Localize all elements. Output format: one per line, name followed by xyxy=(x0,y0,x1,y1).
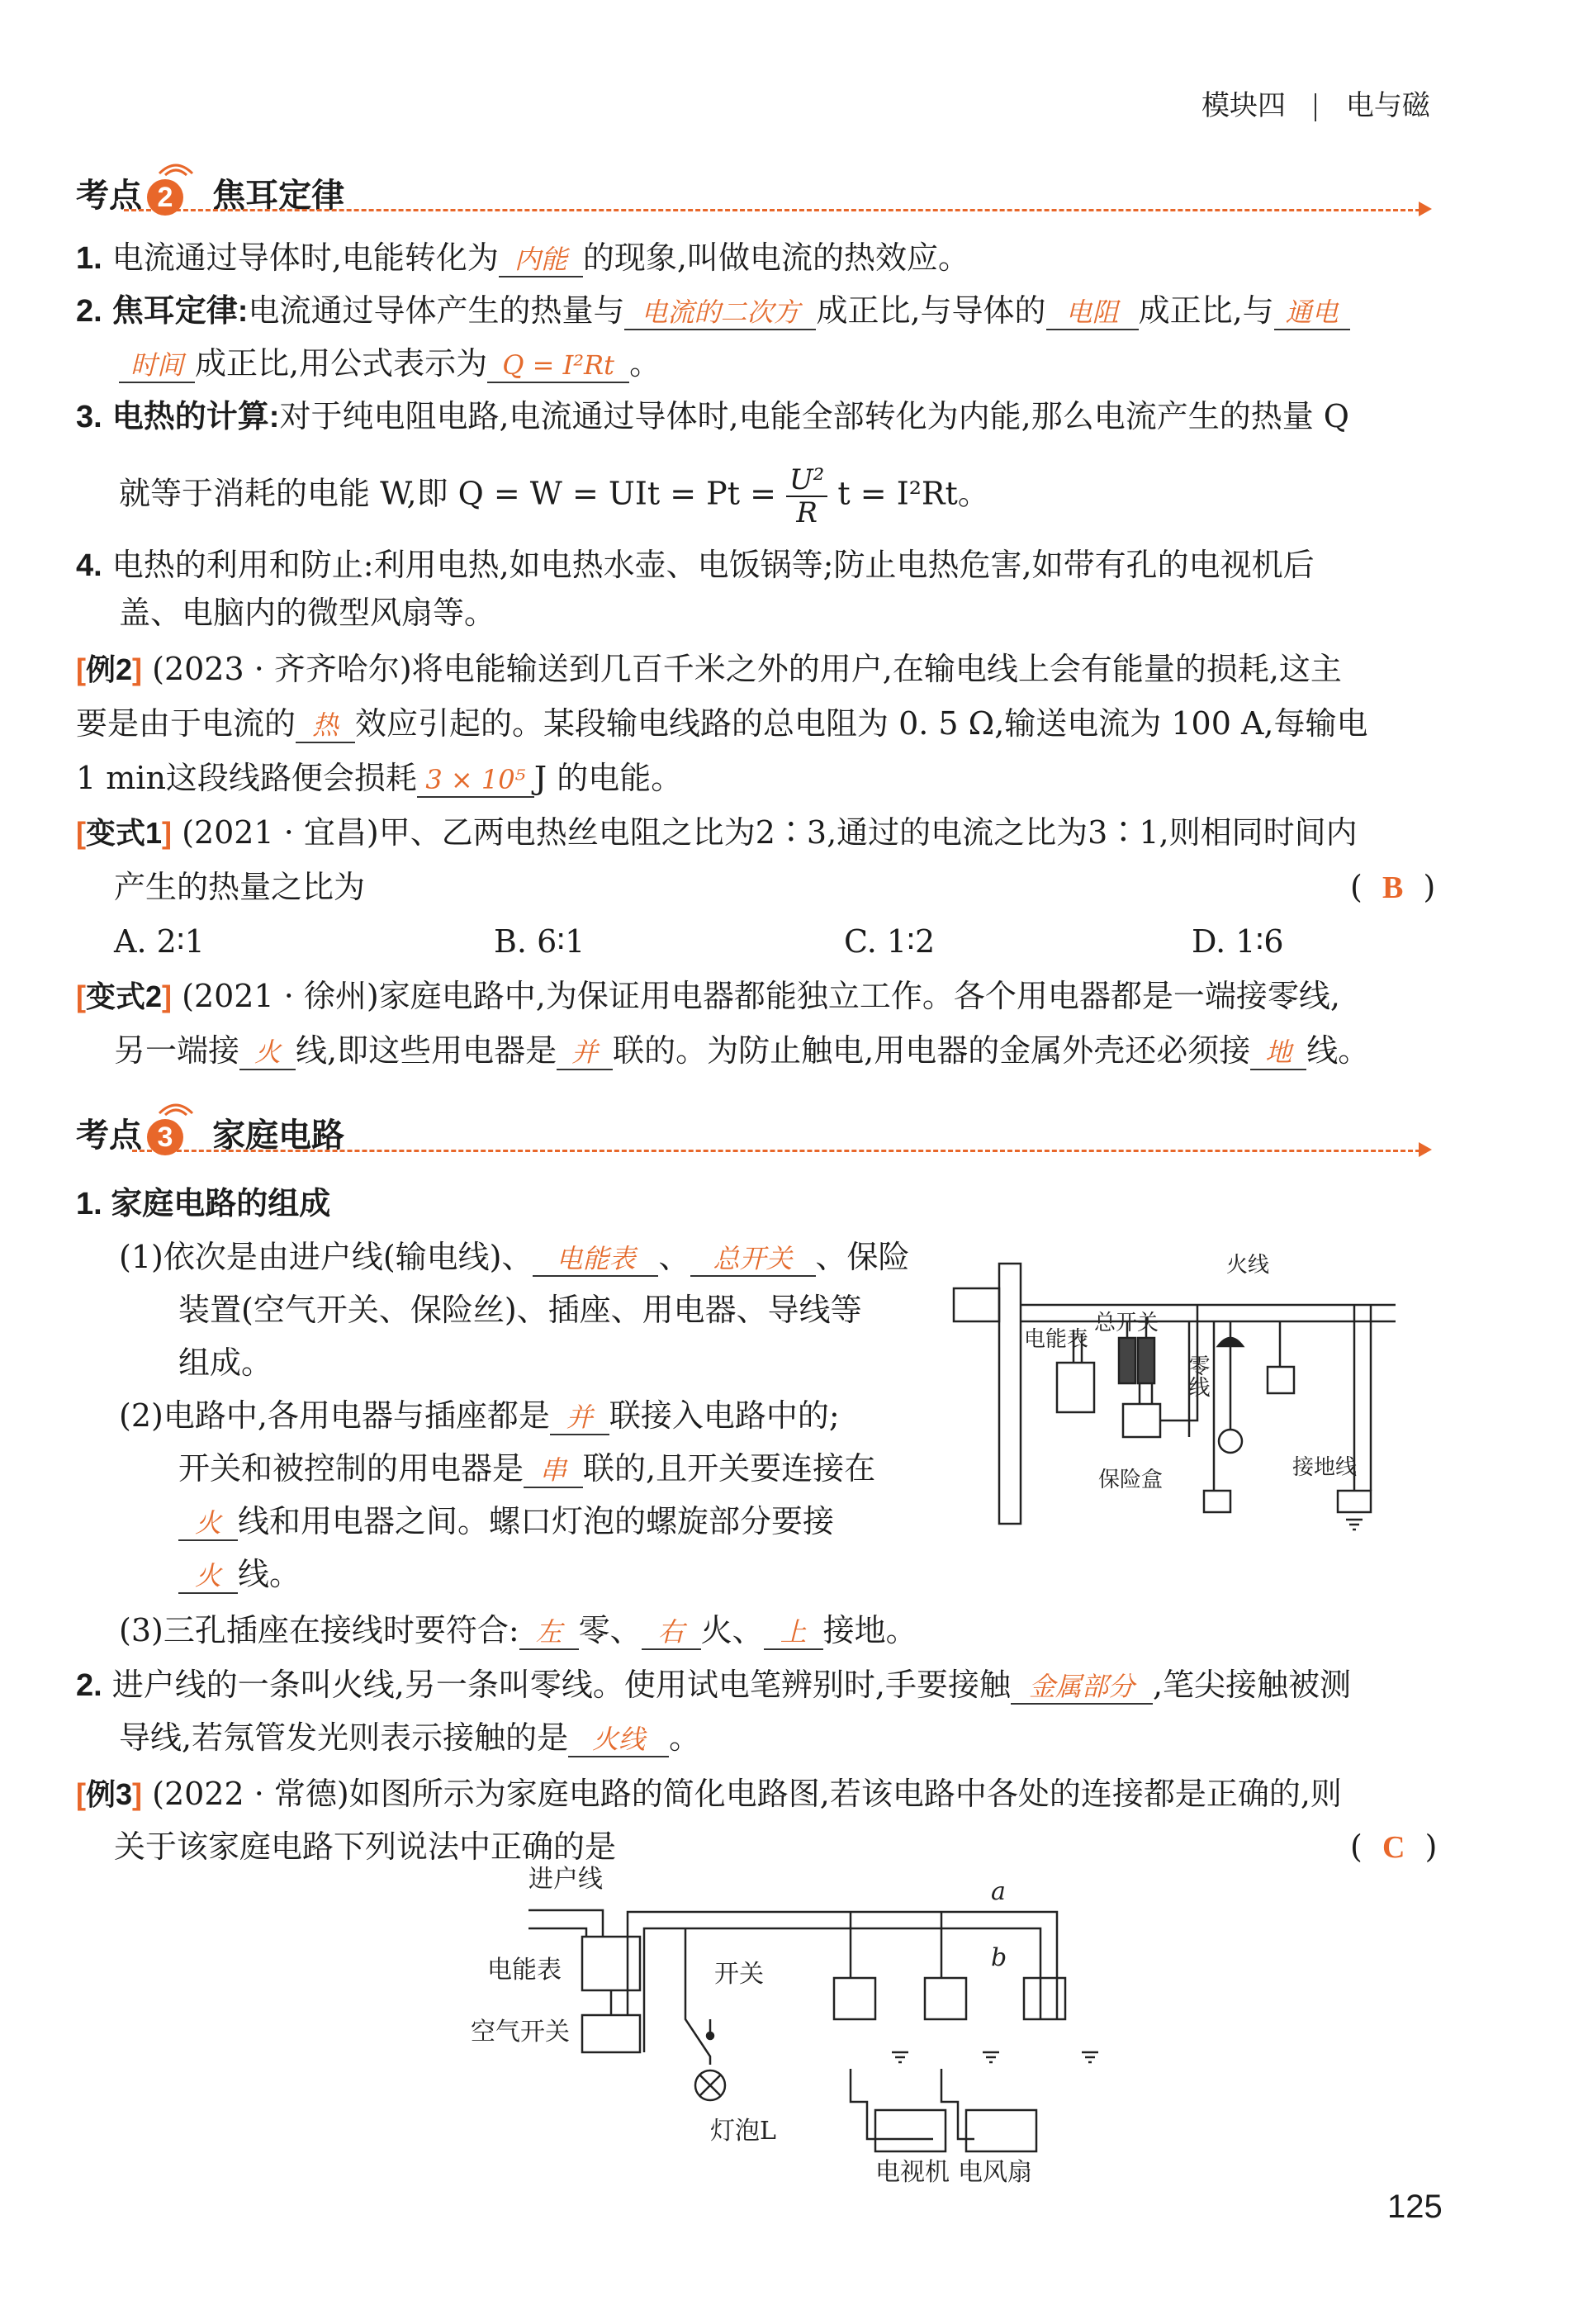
variant1-option-b: B. 6∶1 xyxy=(494,923,585,960)
variant1-option-c: C. 1∶2 xyxy=(844,923,936,960)
answer-blank: 右 xyxy=(642,1615,701,1650)
wall-pole xyxy=(999,1264,1021,1524)
answer-blank: 火 xyxy=(178,1506,238,1541)
ground-icon xyxy=(1346,1520,1363,1530)
section-title: 焦耳定律 xyxy=(212,178,345,214)
ground-icon xyxy=(1082,2052,1098,2062)
s2-item4: 4. 电热的利用和防止:利用电热,如电热水壶、电饭锅等;防止电热危害,如带有孔的电视机后 xyxy=(76,547,1315,583)
fig2-meter xyxy=(582,1937,640,1990)
s2-item3: 3. 电热的计算:对于纯电阻电路,电流通过导体时,电能全部转化为内能,那么电流产生的热量 Q xyxy=(76,398,1349,434)
fig2-label-b: b xyxy=(991,1943,1007,1972)
fig2-label-fan: 电风扇 xyxy=(958,2158,1032,2184)
page-number: 125 xyxy=(1387,2189,1443,2225)
s3-p2-line4: 火 线。 xyxy=(178,1554,301,1594)
subject-label: 电与磁 xyxy=(1345,90,1430,121)
s2-item4-cont: 盖、电脑内的微型风扇等。 xyxy=(119,595,496,631)
answer-blank: 时间 xyxy=(119,349,195,383)
answer-blank: 火 xyxy=(239,1036,296,1070)
simplified-circuit-figure xyxy=(462,1854,1107,2184)
s2-item1: 1. 电流通过导体时,电能转化为 内能 的现象,叫做电流的热效应。 xyxy=(76,240,969,276)
answer-blank: 左 xyxy=(519,1615,579,1650)
wifi-icon xyxy=(155,1088,197,1125)
fig2-label-a: a xyxy=(991,1877,1006,1906)
s3-p3: (3)三孔插座在接线时要符合: 左 零、 右 火、 上 接地。 xyxy=(119,1612,917,1648)
fig2-breaker xyxy=(582,2015,640,2052)
fig2-socket-2 xyxy=(925,1978,966,2019)
fig2-tv-cord xyxy=(851,2069,933,2139)
answer-blank: 地 xyxy=(1250,1036,1306,1070)
section-number-badge: 3 xyxy=(147,1119,183,1155)
fuse-box xyxy=(1123,1404,1160,1437)
main-switch xyxy=(1119,1338,1135,1383)
fig2-fan xyxy=(966,2110,1036,2151)
section2-dashed-rule xyxy=(124,209,1420,211)
section-label: 考点 xyxy=(76,1117,142,1154)
fig2-socket-1 xyxy=(834,1978,875,2019)
arrow-icon xyxy=(1419,1142,1432,1157)
answer-blank: 火 xyxy=(178,1559,238,1594)
answer-blank: 并 xyxy=(557,1036,613,1070)
answer-blank: 串 xyxy=(524,1454,583,1488)
answer-blank: 总开关 xyxy=(690,1242,816,1277)
fig2-switch xyxy=(685,1928,710,2065)
s3-p1-line2: 装置(空气开关、保险丝)、插座、用电器、导线等 xyxy=(178,1292,862,1328)
household-circuit-figure xyxy=(950,1239,1396,1536)
answer-blank: 并 xyxy=(550,1401,609,1435)
answer-blank: 内能 xyxy=(499,243,583,277)
answer-blank: 通电 xyxy=(1274,296,1350,330)
fig2-label-breaker: 空气开关 xyxy=(471,2018,570,2047)
variant1-option-d: D. 1∶6 xyxy=(1192,923,1284,960)
s3-p2-line3: 火 线和用电器之间。螺口灯泡的螺旋部分要接 xyxy=(178,1501,834,1541)
ground-icon xyxy=(892,2052,908,2062)
variant1-line2: 产生的热量之比为 xyxy=(114,869,366,905)
answer-blank: 金属部分 xyxy=(1011,1670,1153,1705)
answer-blank: Q = I²Rt xyxy=(487,349,629,383)
example2-line2: 要是由于电流的 热 效应引起的。某段输电线路的总电阻为 0. 5 Ω,输送电流为 100 A,每输电 xyxy=(76,705,1368,742)
variant2-line2: 另一端接 火 线,即这些用电器是 并 联的。为防止触电,用电器的金属外壳还必须接 地 线。 xyxy=(114,1032,1370,1069)
fig2-tv xyxy=(875,2110,946,2151)
socket-3pin xyxy=(1338,1491,1371,1512)
example-tag: 例3 xyxy=(86,1777,133,1811)
wifi-icon xyxy=(155,148,197,185)
section-number-badge: 2 xyxy=(147,179,183,216)
meter-box xyxy=(1057,1363,1094,1412)
answer-blank: 电流的二次方 xyxy=(624,296,816,330)
fig2-label-switch: 开关 xyxy=(714,1960,764,1989)
section3-dashed-rule xyxy=(132,1150,1420,1152)
answer-blank: 电阻 xyxy=(1046,296,1139,330)
section-label: 考点 xyxy=(76,178,142,214)
fig2-socket-3 xyxy=(1024,1978,1065,2019)
fig1-label-ground: 接地线 xyxy=(1292,1455,1358,1480)
fig2-label-meter: 电能表 xyxy=(487,1956,562,1985)
answer-blank: 火线 xyxy=(568,1723,669,1757)
variant1-option-a: A. 2∶1 xyxy=(114,923,205,960)
s3-item2: 2. 进户线的一条叫火线,另一条叫零线。使用试电笔辨别时,手要接触 金属部分 ,笔尖接触被测 xyxy=(76,1667,1352,1703)
lamp-shade xyxy=(1218,1338,1243,1346)
example3: [例3] (2022 · 常德)如图所示为家庭电路的简化电路图,若该电路中各处的连接都是正确的,则 xyxy=(76,1776,1342,1812)
answer-blank: 上 xyxy=(764,1615,823,1650)
variant1-answer: ( B ) xyxy=(1350,869,1436,905)
s2-item2: 2. 焦耳定律:电流通过导体产生的热量与 电流的二次方 成正比,与导体的 电阻 成正比,与 通电 xyxy=(76,291,1350,331)
s2-item2-cont: 时间 成正比,用公式表示为 Q = I²Rt 。 xyxy=(119,344,661,383)
header-divider xyxy=(1315,93,1316,121)
arrow-icon xyxy=(1419,202,1432,216)
fig1-label-neutral: 零线 xyxy=(1185,1354,1210,1397)
fig2-label-incoming: 进户线 xyxy=(528,1865,603,1894)
variant-tag: 变式1 xyxy=(86,816,163,850)
answer-blank: 热 xyxy=(296,709,355,743)
fig2-label-bulb: 灯泡L xyxy=(710,2117,776,2146)
variant1: [变式1] (2021 · 宜昌)甲、乙两电热丝电阻之比为2∶3,通过的电流之比为3∶1,则相同时间内 xyxy=(76,814,1358,851)
s2-item3-formula: 就等于消耗的电能 W,即 Q = W = UIt = Pt = $\frac{\text{U²}}{R}$ t = I²Rt。 xyxy=(119,463,989,529)
s3-p1: (1)依次是由进户线(输电线)、 电能表 、 总开关 、保险 xyxy=(119,1239,910,1275)
variant2: [变式2] (2021 · 徐州)家庭电路中,为保证用电器都能独立工作。各个用电器都是一端接零线, xyxy=(76,978,1340,1014)
fig1-label-fire: 火线 xyxy=(1226,1253,1270,1278)
answer-blank: 3 × 10⁵ xyxy=(417,763,534,798)
fig1-label-fuse: 保险盒 xyxy=(1098,1468,1164,1492)
fraction: $\frac{\text{U²}}{R}$ xyxy=(786,464,827,529)
s3-p1-line3: 组成。 xyxy=(178,1345,273,1381)
s3-item1-title: 1. 家庭电路的组成 xyxy=(76,1187,331,1221)
header xyxy=(1201,83,1430,123)
example2-line3: 1 min这段线路便会损耗 3 × 10⁵ J 的电能。 xyxy=(76,760,683,796)
s3-p2: (2)电路中,各用电器与插座都是 并 联接入电路中的; xyxy=(119,1397,840,1434)
s3-p2-line2: 开关和被控制的用电器是 串 联的,且开关要连接在 xyxy=(178,1450,876,1487)
insulator xyxy=(954,1288,999,1321)
section-title: 家庭电路 xyxy=(212,1117,345,1154)
fig1-label-meter: 电能表 xyxy=(1024,1327,1089,1352)
fig1-label-switch: 总开关 xyxy=(1094,1311,1159,1335)
light-bulb xyxy=(1219,1430,1242,1453)
variant-tag: 变式2 xyxy=(86,979,163,1013)
example3-line2: 关于该家庭电路下列说法中正确的是 xyxy=(114,1828,617,1865)
example2: [例2] (2023 · 齐齐哈尔)将电能输送到几百千米之外的用户,在输电线上会有能量的损耗,这主 xyxy=(76,651,1342,687)
example3-answer: ( C ) xyxy=(1350,1828,1438,1865)
socket-2pin xyxy=(1204,1491,1230,1512)
wall-switch xyxy=(1268,1367,1294,1393)
module-label: 模块四 xyxy=(1201,90,1286,121)
s3-item2-cont: 导线,若氖管发光则表示接触的是 火线 。 xyxy=(119,1719,701,1756)
answer-blank: 电能表 xyxy=(533,1242,658,1277)
example-tag: 例2 xyxy=(86,652,133,686)
ground-icon xyxy=(983,2052,999,2062)
fig2-label-tv: 电视机 xyxy=(875,2158,950,2184)
neutral-wire-b xyxy=(644,1928,1040,2052)
